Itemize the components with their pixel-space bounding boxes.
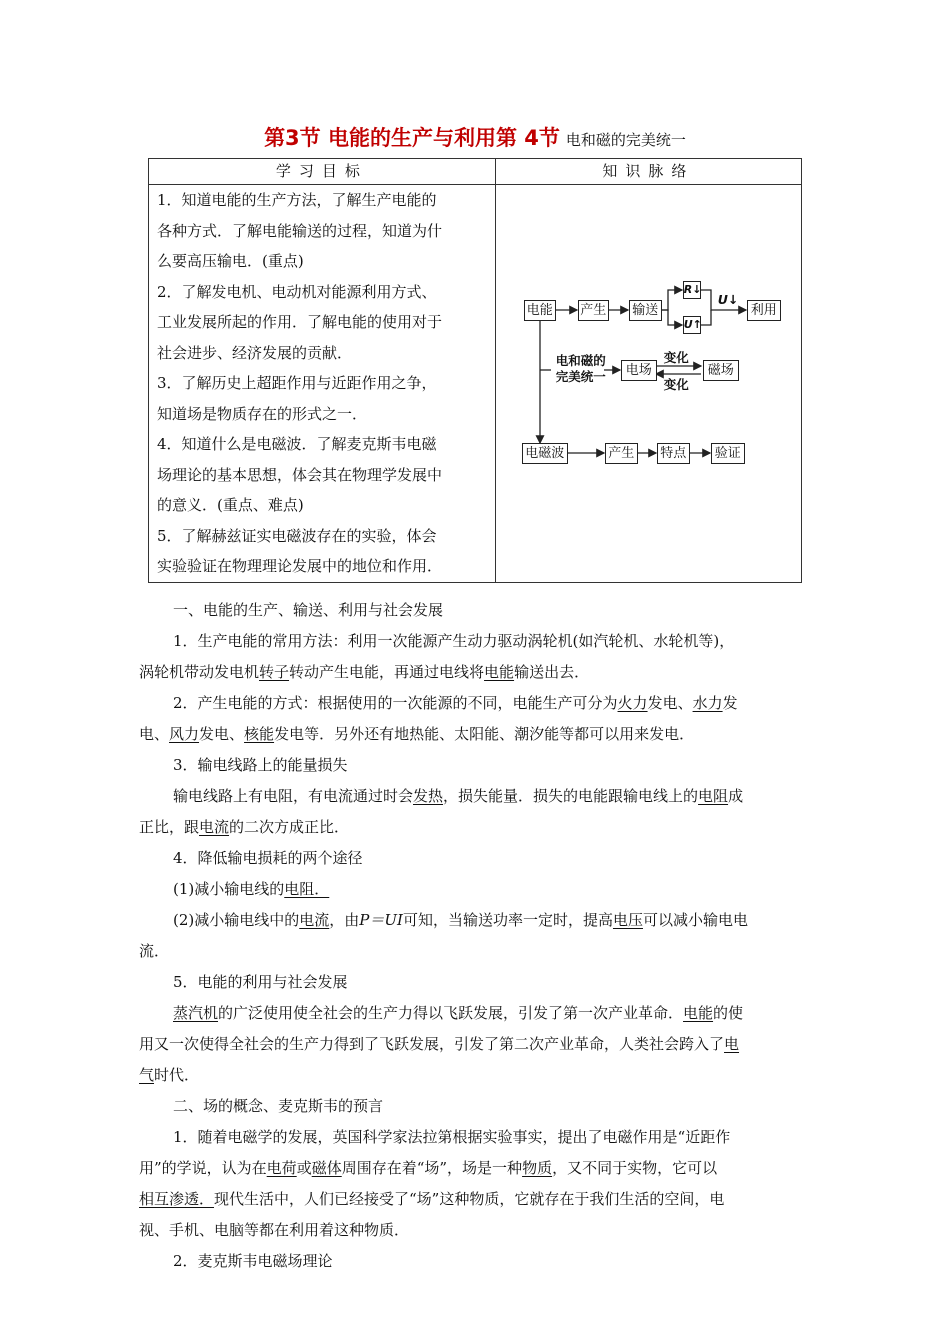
- goal-line: 场理论的基本思想，体会其在物理学发展中: [157, 465, 443, 484]
- goal-item: [157, 429, 489, 521]
- answer-blank: 电能: [484, 663, 515, 681]
- answer-blank: 火力: [617, 694, 648, 712]
- goals-cell: [149, 185, 496, 583]
- node-produce: 产生: [578, 300, 609, 321]
- answer-blank: 水力: [692, 694, 723, 712]
- paragraph-11: 2．麦克斯韦电磁场理论: [173, 1252, 333, 1270]
- node-electric-field: 电场: [621, 360, 657, 381]
- text: 可以减小输电电: [642, 911, 748, 929]
- text: 周围存在着“场”，场是一种: [341, 1159, 523, 1177]
- col-header-goals: 学习目标: [149, 159, 496, 185]
- goal-line: 知道场是物质存在的形式之一．: [157, 404, 368, 423]
- answer-blank: 风力: [169, 725, 200, 743]
- answer-blank: 电能: [683, 1004, 714, 1022]
- answer-blank: 电阻．: [284, 880, 330, 898]
- paragraph-1a: 1．生产电能的常用方法：利用一次能源产生动力驱动涡轮机(如汽轮机、水轮机等)，: [173, 632, 735, 650]
- node-em-wave: 电磁波: [522, 443, 568, 464]
- goal-line: 2．了解发电机、电动机对能源利用方式、: [157, 282, 437, 301]
- objectives-table: [148, 158, 802, 583]
- text: ，又不同于实物，它可以: [552, 1159, 718, 1177]
- section-1-title: 一、电能的生产、输送、利用与社会发展: [173, 601, 444, 619]
- node-utilize: 利用: [747, 300, 781, 321]
- text: ，由: [329, 911, 360, 929]
- answer-blank: 转子: [259, 663, 290, 681]
- title-sub: 电和磁的完美统一: [565, 131, 686, 149]
- text: 输送出去．: [514, 663, 590, 681]
- answer-blank: 蒸汽机: [173, 1004, 219, 1022]
- text: 电、: [139, 725, 170, 743]
- text: 的二次方成正比．: [229, 818, 350, 836]
- text: 成: [728, 787, 744, 805]
- text: 用”的学说，认为在: [139, 1159, 267, 1177]
- paragraph-4a: [139, 781, 815, 812]
- goal-line: 各种方式．了解电能输送的过程，知道为什: [157, 221, 443, 240]
- goal-line: 社会进步、经济发展的贡献．: [157, 343, 353, 362]
- knowledge-diagram-cell: [495, 185, 801, 583]
- text: 发电等．另外还有地热能、太阳能、潮汐能等都可以用来发电．: [274, 725, 695, 743]
- title-main: 第3节 电能的生产与利用第 4节: [264, 126, 560, 150]
- text: 现代生活中，人们已经接受了“场”这种物质，它就存在于我们生活的空间，电: [214, 1190, 725, 1208]
- text: ，损失能量．损失的电能跟输电线上的: [443, 787, 699, 805]
- text: 的使: [713, 1004, 744, 1022]
- label-unify: 电和磁的 完美统一: [555, 353, 606, 384]
- node-magnetic-field: 磁场: [703, 360, 739, 381]
- label-change-top: 变化: [663, 350, 689, 365]
- answer-blank: 发热: [413, 787, 444, 805]
- answer-blank: 电: [724, 1035, 740, 1053]
- goal-line: 的意义．(重点、难点): [157, 496, 304, 514]
- goal-line: 工业发展所起的作用．了解电能的使用对于: [157, 313, 443, 331]
- paragraph-10c: [139, 1184, 815, 1215]
- goal-line: 5．了解赫兹证实电磁波存在的实验，体会: [157, 526, 437, 545]
- goal-line: 实验验证在物理理论发展中的地位和作用．: [157, 557, 443, 575]
- text: 或: [296, 1159, 312, 1177]
- text: 发电、: [647, 694, 693, 712]
- paragraph-2a: [139, 688, 815, 719]
- node-transmit: 输送: [629, 300, 662, 321]
- answer-blank: 相互渗透．: [139, 1190, 215, 1208]
- text: 发: [722, 694, 738, 712]
- paragraph-2b: [139, 719, 815, 750]
- node-electric-energy: 电能: [524, 300, 556, 321]
- text: 发电、: [199, 725, 245, 743]
- text: 涡轮机带动发电机: [139, 663, 260, 681]
- paragraph-3: 3．输电线路上的能量损失: [173, 756, 348, 774]
- text: 可知，当输送功率一定时，提高: [402, 911, 613, 929]
- paragraph-9a: [139, 998, 815, 1029]
- paragraph-8: 5．电能的利用与社会发展: [173, 973, 348, 991]
- node-features: 特点: [657, 443, 690, 464]
- goal-item: [157, 185, 489, 277]
- goal-item: [157, 277, 489, 369]
- answer-blank: 电压: [612, 911, 643, 929]
- node-produce-2: 产生: [605, 443, 638, 464]
- paragraph-9c: [139, 1060, 815, 1091]
- col-header-knowledge: 知识脉络: [495, 159, 801, 185]
- paragraph-9b: [139, 1029, 815, 1060]
- node-verify: 验证: [711, 443, 745, 464]
- answer-blank: 气: [139, 1066, 155, 1084]
- answer-blank: 磁体: [311, 1159, 342, 1177]
- paragraph-10d: 视、手机、电脑等都在利用着这种物质．: [139, 1221, 410, 1239]
- paragraph-6: [139, 874, 815, 905]
- goal-line: 3．了解历史上超距作用与近距作用之争，: [157, 374, 437, 392]
- page-title: [0, 122, 950, 152]
- answer-blank: 物质: [522, 1159, 553, 1177]
- goal-line: 1．知道电能的生产方法，了解生产电能的: [157, 191, 437, 209]
- formula: P＝UI: [359, 911, 403, 929]
- goal-line: 么要高压输电．(重点): [157, 252, 304, 270]
- answer-blank: 电荷: [266, 1159, 297, 1177]
- body-text: [139, 595, 815, 1277]
- text: 时代．: [154, 1066, 200, 1084]
- answer-blank: 电流: [299, 911, 330, 929]
- paragraph-1b: [139, 657, 815, 688]
- paragraph-5: 4．降低输电损耗的两个途径: [173, 849, 363, 867]
- goal-item: [157, 368, 489, 429]
- goal-line: 4．知道什么是电磁波．了解麦克斯韦电磁: [157, 435, 437, 453]
- paragraph-4b: [139, 812, 815, 843]
- text: 2．产生电能的方式：根据使用的一次能源的不同，电能生产可分为: [173, 694, 618, 712]
- section-2-title: 二、场的概念、麦克斯韦的预言: [173, 1097, 384, 1115]
- label-u-down: U↓: [717, 292, 739, 307]
- text: 用又一次使得全社会的生产力得到了飞跃发展，引发了第二次产业革命，人类社会跨入了: [139, 1035, 725, 1053]
- answer-blank: 电阻: [698, 787, 729, 805]
- text: (1)减小输电线的: [173, 880, 285, 898]
- node-u-up: U↑: [683, 316, 701, 334]
- text: 正比，跟: [139, 818, 200, 836]
- text: 输电线路上有电阻，有电流通过时会: [173, 787, 414, 805]
- answer-blank: 电流: [199, 818, 230, 836]
- text: (2)减小输电线中的: [173, 911, 300, 929]
- text: 的广泛使用使全社会的生产力得以飞跃发展，引发了第一次产业革命．: [218, 1004, 684, 1022]
- label-change-bottom: 变化: [663, 377, 689, 392]
- answer-blank: 核能: [244, 725, 275, 743]
- text: 转动产生电能，再通过电线将: [289, 663, 485, 681]
- paragraph-7b: 流．: [139, 942, 170, 960]
- paragraph-10a: 1．随着电磁学的发展，英国科学家法拉第根据实验事实，提出了电磁作用是“近距作: [173, 1128, 731, 1146]
- node-r-down: R↓: [683, 281, 701, 299]
- paragraph-7a: [139, 905, 815, 936]
- paragraph-10b: [139, 1153, 815, 1184]
- goal-item: [157, 521, 489, 582]
